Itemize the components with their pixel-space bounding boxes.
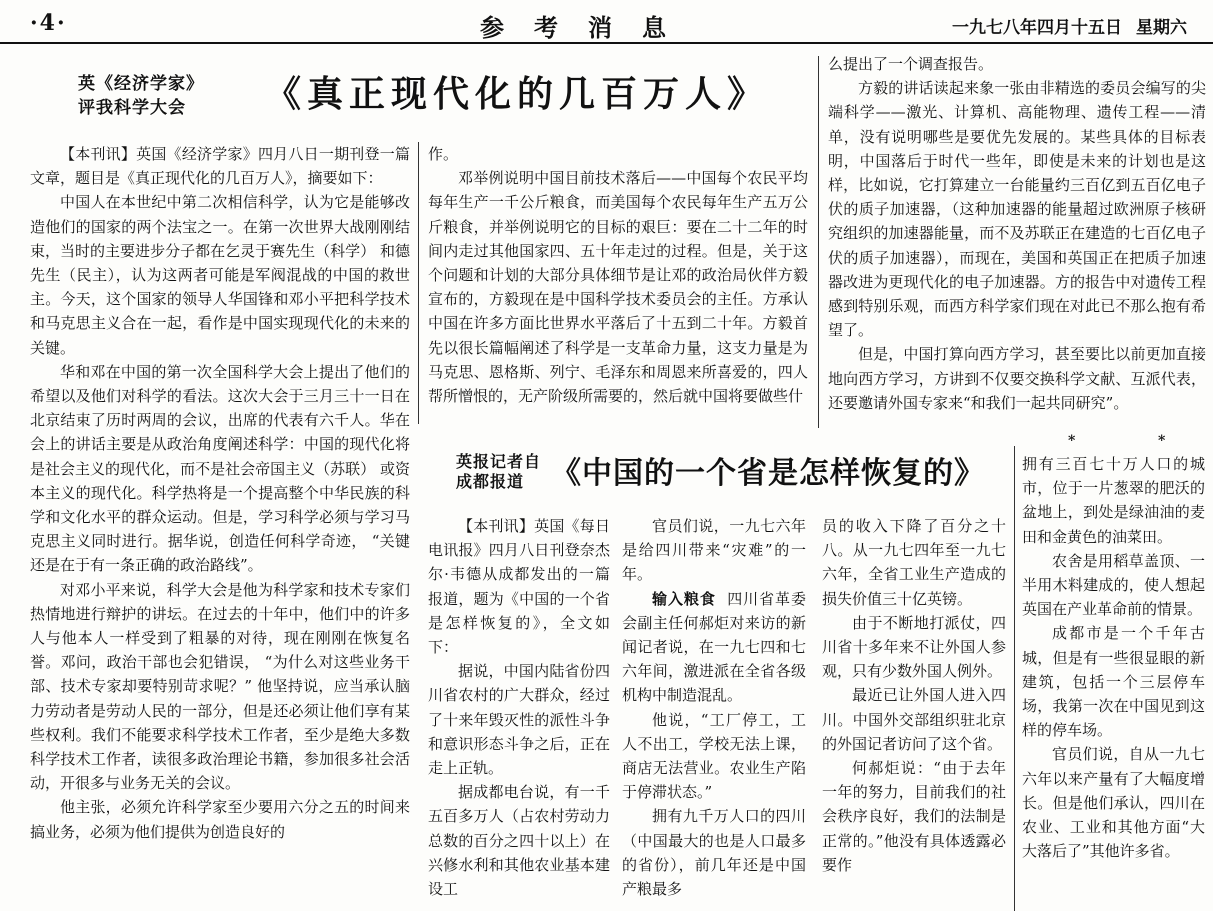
article-2-column-1 [428, 514, 610, 911]
article-2-column-2 [622, 514, 806, 911]
article-1-title: 《真正现代化的几百万人》 [265, 73, 770, 115]
article-2-paragraph: 何郝炬说：“由于去年一年的努力，目前我们的社会秩序良好，我们的法制是正常的。”他没有具体透露必要作 [822, 759, 1006, 874]
article-1-source-line-1: 英《经济学家》 [78, 74, 204, 94]
article-2-paragraph: 据说，中国内陆省份四川省农村的广大群众，经过了十来年毁灭性的派性斗争和意识形态斗争之后，正在走上正轨。 [428, 662, 610, 778]
article-2-paragraph: 官员们说，一九七六年是给四川带来“灾难”的一年。 [622, 517, 806, 584]
column-divider [1014, 446, 1015, 911]
page-number: ·4· [30, 10, 67, 36]
issue-date-text: 一九七八年四月十五日 [952, 18, 1122, 38]
article-1-column-1 [30, 142, 410, 911]
article-1-paragraph: 邓举例说明中国目前技术落后——中国每个农民平均每年生产一千公斤粮食，而美国每个农民每年生产五万公斤粮食，并举例说明它的目标的艰巨：要在二十二年的时间内走过其他国家四、五十年走过的过程。但是，关于这个问题和计划的大部分具体细节是让邓的政治局伙伴方毅宣布的，方毅现在是中国科学技术委员会的主任。方承认中国在许多方面比世界水平落后了十五到二十年。方毅首先以很长篇幅阐述了科学是一支革命力量，这支力量是为马克思、恩格斯、列宁、毛泽东和周恩来所喜爱的，四人帮所憎恨的，无产阶级所需要的，然后就中国将要做些什 [428, 169, 808, 406]
article-1-source [78, 72, 204, 120]
article-2-paragraph: 【本刊讯】英国《每日电讯报》四月八日刊登奈杰尔·韦德从成都发出的一篇报道，题为《中国的一个省是怎样恢复的》，全文如下： [428, 517, 610, 657]
issue-date [952, 13, 1187, 38]
article-1-source-line-2: 评我科学大会 [78, 98, 186, 118]
article-2-title: 《中国的一个省是怎样恢复的》 [551, 456, 985, 491]
article-2-subhead: 输入粮食 [652, 589, 716, 608]
article-2-paragraph: 官员们说，自从一九七六年以来产量有了大幅度增长。但是他们承认，四川在农业、工业和其他方面“大大落后了”其他许多省。 [1022, 745, 1205, 861]
article-2-paragraph: 农舍是用稻草盖顶、一半用木料建成的，使人想起英国在产业革命前的情景。 [1022, 551, 1205, 619]
masthead [0, 0, 1213, 44]
article-2-source [456, 452, 541, 492]
article-1-paragraph: 华和邓在中国的第一次全国科学大会上提出了他们的希望以及他们对科学的看法。这次大会于三月三十一日在北京结束了历时两周的会议，出席的代表有六千人。华在会上的讲话主要是从政治角度阐述科学：中国的现代化将是社会主义的现代化，而不是社会帝国主义（苏联） 或资本主义的现代化。科学热将是一个提高整个中华民族的科学和文化水平的群众运动。但是，学习科学必须与学习马克思主义同时进行。据华说，创造任何科学奇迹， “关键还是在于有一条正确的政治路线”。 [30, 362, 410, 575]
article-2-source-line-2: 成都报道 [456, 472, 525, 491]
article-1-paragraph: 么提出了一个调查报告。 [828, 55, 994, 73]
article-2-paragraph: 拥有三百七十万人口的城市，位于一片葱翠的肥沃的盆地上，到处是绿油油的麦田和金黄色的油菜田。 [1022, 455, 1205, 546]
article-2-column-3 [822, 514, 1006, 911]
article-2-paragraph: 员的收入下降了百分之十八。从一九七四年至一九七六年，全省工业生产造成的损失价值三十亿英镑。 [822, 517, 1006, 608]
article-2-paragraph: 成都市是一个千年古城，但是有一些很显眼的新建筑，包括一个三层停车场，我第一次在中国见到这样的停车场。 [1022, 624, 1205, 740]
column-divider [418, 142, 419, 424]
article-1-paragraph: 对邓小平来说，科学大会是他为科学家和技术专家们热情地进行辩护的讲坛。在过去的十年中，他们中的许多人与他本人一样受到了粗暴的对待，现在刚刚在恢复名誉。邓问，政治干部也会犯错误， “为什么对这些业务干部、技术专家却要特别苛求呢？” 他坚持说，应当承认脑力劳动者是劳动人民的一部分，但是还必须让他们享有某些权利。我们不能要求科学技术工作者，至少是绝大多数科学技术工作者，读很多政治理论书籍，参加很多社会活动，开很多与业务无关的会议。 [30, 580, 410, 793]
article-1-column-3 [828, 52, 1206, 430]
article-1-column-2 [428, 142, 808, 428]
article-2-source-line-1: 英报记者自 [456, 452, 542, 471]
article-1-paragraph: 方毅的讲话读起来象一张由非精选的委员会编写的尖端科学——激光、计算机、高能物理、遗传工程——清单，没有说明哪些是要优先发展的。某些具体的目标表明，中国落后于时代一些年，即使是未来的计划也是这样，比如说，它打算建立一台能量约三百亿到五百亿电子伏的质子加速器，（这种加速器的能量超过欧洲原子核研究组织的加速器能量，而不及苏联正在建造的七百亿电子伏的质子加速器），而现在，美国和英国正在把质子加速器改进为更现代化的电子加速器。方的报告中对遗传工程感到特别乐观，而西方科学家们现在对此已不那么抱有希望了。 [828, 79, 1206, 340]
article-2-paragraph: 最近已让外国人进入四川。中国外交部组织驻北京的外国记者访问了这个省。 [822, 686, 1006, 753]
issue-weekday: 星期六 [1136, 18, 1187, 38]
section-separator: * [1158, 433, 1166, 449]
article-2-paragraph: 据成都电台说，有一千五百多万人（占农村劳动力总数的百分之四十以上）在兴修水利和其他农业基本建设工 [428, 783, 610, 899]
article-1-paragraph: 但是，中国打算向西方学习，甚至要比以前更加直接地向西方学习，方讲到不仅要交换科学文献、互派代表，还要邀请外国专家来“和我们一起共同研究”。 [828, 345, 1206, 412]
article-2-subhead-text: 四川省革委会副主任何郝炬对来访的新闻记者说，在一九七四和七六年间，激进派在全省各级机构中制造混乱。 [622, 589, 806, 705]
article-2-paragraph: 由于不断地打派仗，四川省十多年来不让外国人参观，只有少数外国人例外。 [822, 613, 1006, 681]
article-1-paragraph: 【本刊讯】英国《经济学家》四月八日一期刊登一篇文章，题目是《真正现代化的几百万人》，摘要如下： [30, 145, 410, 188]
column-divider [818, 56, 819, 428]
article-1-paragraph: 他主张，必须允许科学家至少要用六分之五的时间来搞业务，必须为他们提供为创造良好的 [30, 798, 410, 841]
article-2-paragraph: 拥有九千万人口的四川（中国最大的也是人口最多的省份），前几年还是中国产粮最多 [622, 807, 806, 899]
article-2-paragraph [622, 587, 806, 708]
article-2-column-4 [1022, 452, 1205, 911]
section-separator: * [1068, 433, 1076, 449]
article-1-paragraph: 作。 [428, 145, 459, 163]
newspaper-name: 参考消息 [480, 13, 696, 42]
article-1-paragraph: 中国人在本世纪中第二次相信科学，认为它是能够改造他们的国家的两个法宝之一。在第一次世界大战刚刚结束，当时的主要进步分子都在乞灵于赛先生（科学） 和德先生（民主），认为这两者可能是军阀混战的中国的救世主。今天，这个国家的领导人华国锋和邓小平把科学技术和马克思主义合在一起，看作是中国实现现代化的未来的关键。 [30, 193, 410, 357]
article-2-paragraph: 他说，“工厂停工，工人不出工，学校无法上课，商店无法营业。农业生产陷于停滞状态。” [622, 710, 806, 802]
